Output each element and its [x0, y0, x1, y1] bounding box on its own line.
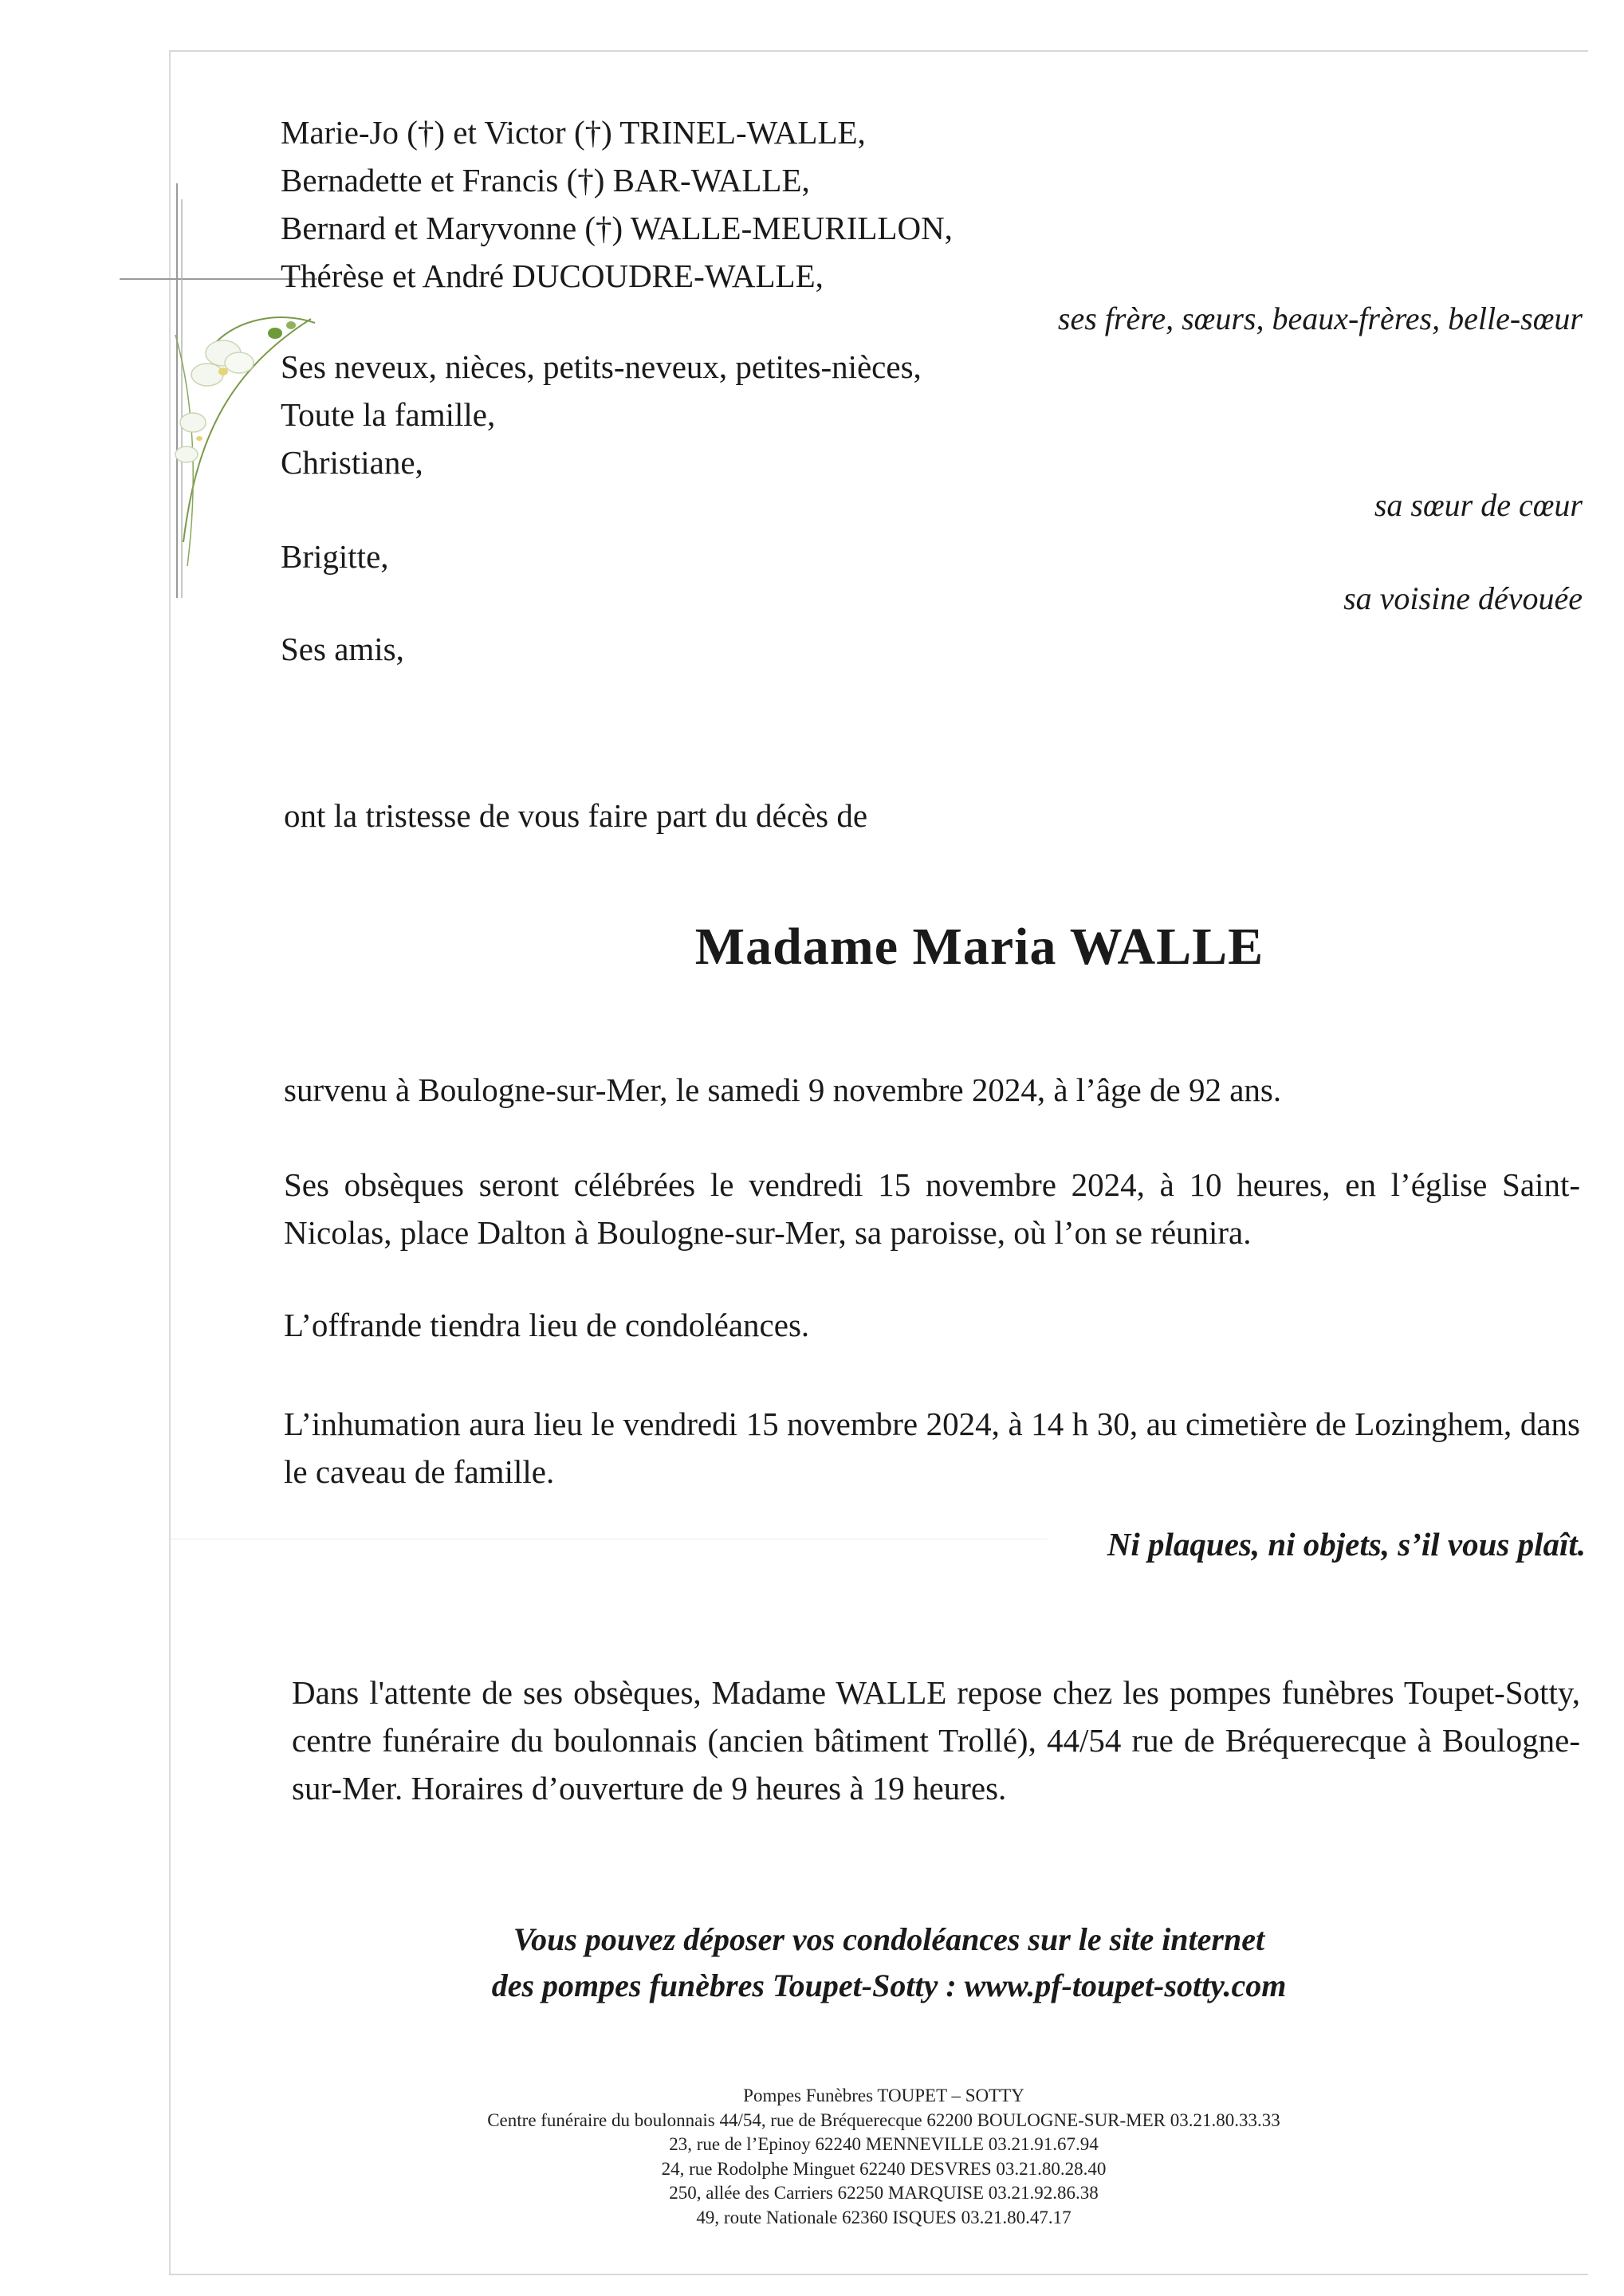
- announcement-text: ont la tristesse de vous faire part du décès de: [284, 797, 868, 834]
- footer-line-1: Pompes Funèbres TOUPET – SOTTY: [743, 2086, 1024, 2105]
- relation-siblings: ses frère, sœurs, beaux-frères, belle-sœur: [1057, 301, 1583, 336]
- family-line-2: Bernadette et Francis (†) BAR-WALLE,: [281, 162, 810, 199]
- condolences-line-2[interactable]: des pompes funèbres Toupet-Sotty : www.pf-toupet-sotty.com: [491, 1968, 1287, 2003]
- footer-line-4: 24, rue Rodolphe Minguet 62240 DESVRES 03.21.80.28.40: [661, 2158, 1107, 2179]
- resting-paragraph: Dans l'attente de ses obsèques, Madame WALLE repose chez les pompes funèbres Toupet-Sotty, centre funéraire du boulonnais (ancien bâtiment Trollé), 44/54 rue de Bréquerecque à Boulogne-sur-Mer. Horaires d’ouverture de 9 heures à 19 heures.: [292, 1674, 1580, 1807]
- funeral-paragraph: Ses obsèques seront célébrées le vendredi 15 novembre 2024, à 10 heures, en l’église Saint-Nicolas, place Dalton à Boulogne-sur-Mer, sa paroisse, où l’on se réunira.: [284, 1166, 1580, 1251]
- family-line-1: Marie-Jo (†) et Victor (†) TRINEL-WALLE,: [281, 114, 866, 151]
- footer-line-3: 23, rue de l’Epinoy 62240 MENNEVILLE 03.21.91.67.94: [669, 2134, 1099, 2154]
- relatives-line-2: Toute la famille,: [281, 396, 496, 433]
- relation-christiane: sa sœur de cœur: [1374, 487, 1583, 523]
- deceased-name: Madame Maria WALLE: [694, 918, 1264, 976]
- relation-brigitte: sa voisine dévouée: [1343, 580, 1583, 616]
- footer-line-6: 49, route Nationale 62360 ISQUES 03.21.80.47.17: [696, 2207, 1072, 2227]
- burial-paragraph: L’inhumation aura lieu le vendredi 15 novembre 2024, à 14 h 30, au cimetière de Lozinghem, dans le caveau de famille.: [284, 1406, 1580, 1490]
- page-border-bottom: [169, 2274, 1588, 2275]
- offering-text: L’offrande tiendra lieu de condoléances.: [284, 1307, 810, 1343]
- death-info: survenu à Boulogne-sur-Mer, le samedi 9 novembre 2024, à l’âge de 92 ans.: [284, 1071, 1282, 1108]
- funeral-home-footer: [0, 2084, 1624, 2230]
- brigitte-line: Brigitte,: [281, 538, 389, 575]
- family-line-3: Bernard et Maryvonne (†) WALLE-MEURILLON,: [281, 210, 953, 246]
- family-line-4: Thérèse et André DUCOUDRE-WALLE,: [281, 258, 824, 294]
- footer-line-5: 250, allée des Carriers 62250 MARQUISE 03.21.92.86.38: [669, 2183, 1099, 2203]
- footer-line-2: Centre funéraire du boulonnais 44/54, rue de Bréquerecque 62200 BOULOGNE-SUR-MER 03.21.80.33.33: [487, 2109, 1280, 2130]
- friends-line: Ses amis,: [281, 631, 404, 667]
- no-plaques-notice: Ni plaques, ni objets, s’il vous plaît.: [1107, 1526, 1586, 1563]
- relatives-line-1: Ses neveux, nièces, petits-neveux, petites-nièces,: [281, 348, 922, 385]
- relatives-line-3: Christiane,: [281, 444, 423, 481]
- page-border-top: [169, 50, 1588, 52]
- condolences-line-1: Vous pouvez déposer vos condoléances sur le site internet: [513, 1921, 1265, 1957]
